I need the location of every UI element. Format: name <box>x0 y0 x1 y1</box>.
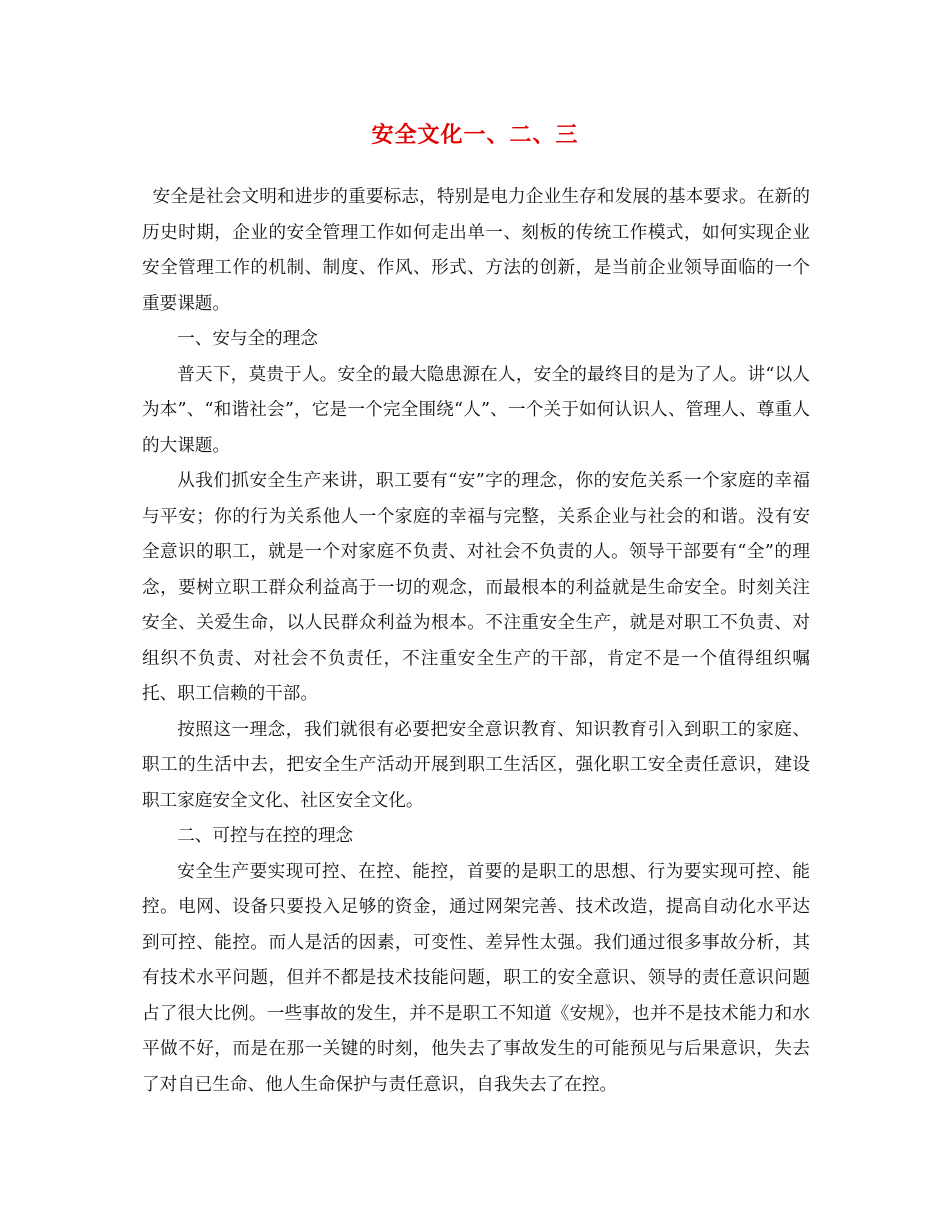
paragraph: 从我们抓安全生产来讲，职工要有“安”字的理念，你的安危关系一个家庭的幸福与平安；你的行为关系他人一个家庭的幸福与完整，关系企业与社会的和谐。没有安全意识的职工，就是一个对家庭不负责、对社会不负责的人。领导干部要有“全”的理念，要树立职工群众利益高于一切的观念，而最根本的利益就是生命安全。时刻关注安全、关爱生命，以人民群众利益为根本。不注重安全生产，就是对职工不负责、对组织不负责、对社会不负责任，不注重安全生产的干部，肯定不是一个值得组织嘱托、职工信赖的干部。 <box>142 471 810 704</box>
paragraph-intro: 安全是社会文明和进步的重要标志，特别是电力企业生存和发展的基本要求。在新的历史时期，企业的安全管理工作如何走出单一、刻板的传统工作模式，如何实现企业安全管理工作的机制、制度、作风、形式、方法的创新，是当前企业领导面临的一个重要课题。 <box>142 187 810 314</box>
paragraph: 普天下，莫贵于人。安全的最大隐患源在人，安全的最终目的是为了人。讲“以人为本”、“和谐社会”，它是一个完全围绕“人”、一个关于如何认识人、管理人、尊重人的大课题。 <box>142 364 810 456</box>
paragraph: 按照这一理念，我们就很有必要把安全意识教育、知识教育引入到职工的家庭、职工的生活中去，把安全生产活动开展到职工生活区，强化职工安全责任意识，建设职工家庭安全文化、社区安全文化。 <box>142 719 810 811</box>
paragraph: 安全生产要实现可控、在控、能控，首要的是职工的思想、行为要实现可控、能控。电网、设备只要投入足够的资金，通过网架完善、技术改造，提高自动化水平达到可控、能控。而人是活的因素，可变性、差异性太强。我们通过很多事故分析，其有技术水平问题，但并不都是技术技能问题，职工的安全意识、领导的责任意识问题占了很大比例。一些事故的发生，并不是职工不知道《安规》，也并不是技术能力和水平做不好，而是在那一关键的时刻，他失去了事故发生的可能预见与后果意识，失去了对自已生命、他人生命保护与责任意识，自我失去了在控。 <box>142 861 810 1095</box>
document-body <box>142 180 810 1103</box>
section-heading-1: 一、安与全的理念 <box>177 329 318 349</box>
document-title: 安全文化一、二、三 <box>371 122 579 148</box>
section-heading-2: 二、可控与在控的理念 <box>177 826 354 846</box>
